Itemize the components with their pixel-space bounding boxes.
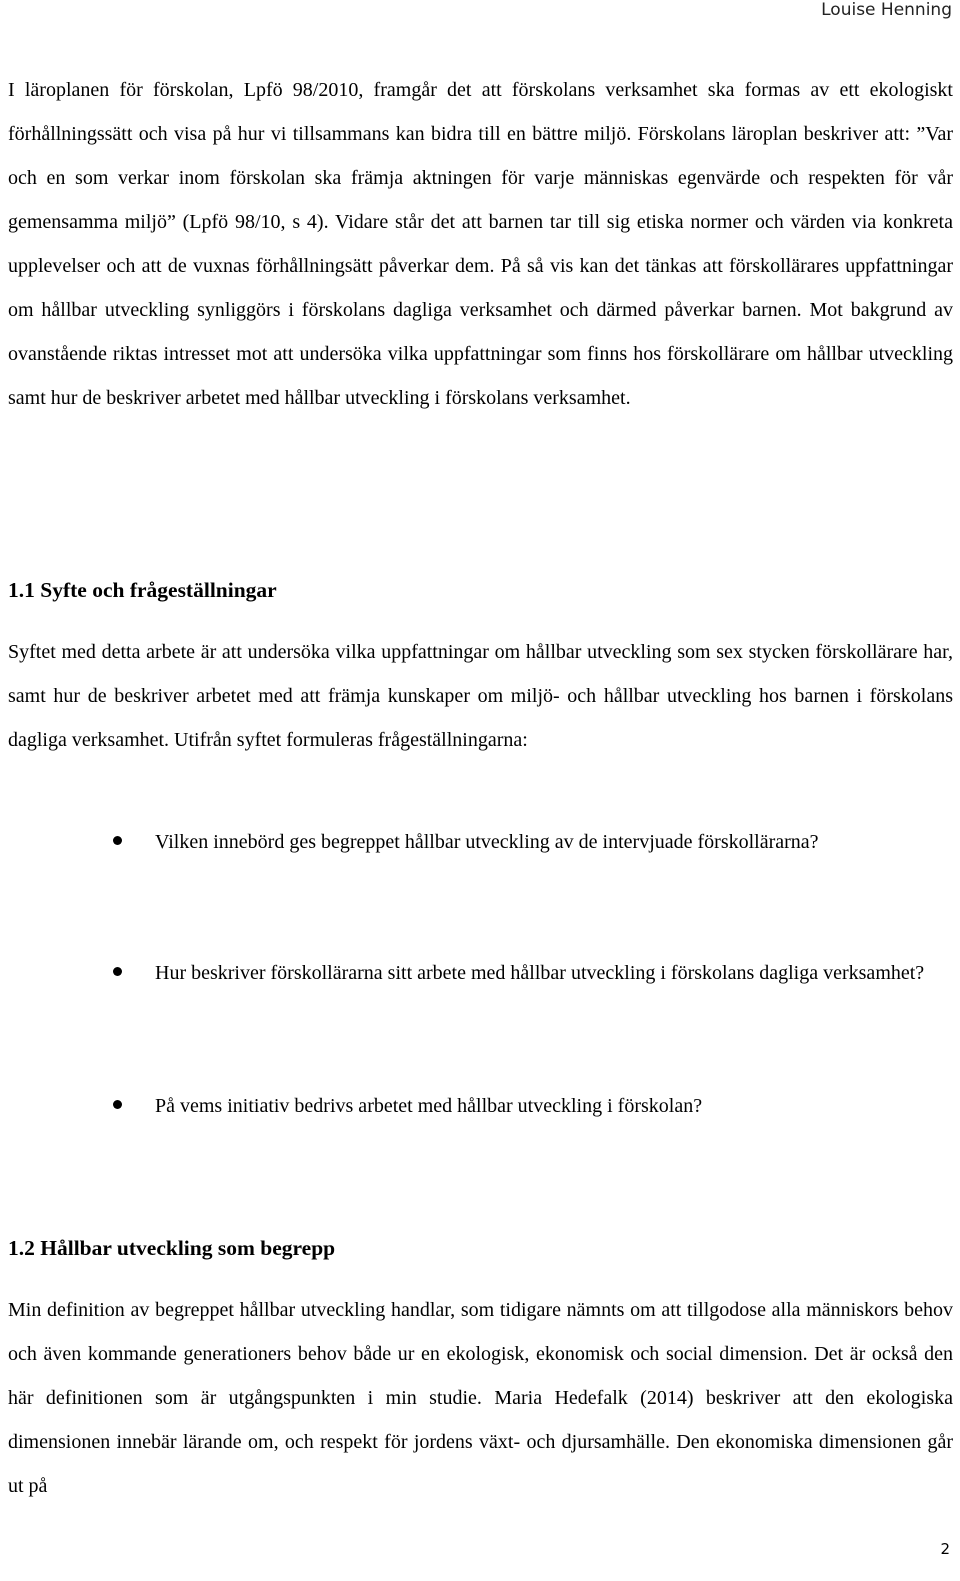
- section-1-2-paragraph: Min definition av begreppet hållbar utveckling handlar, som tidigare nämnts om att tillgodose alla människors behov och även kommande generationers behov både ur en ekologisk, ekonomisk och social dimension. Det är också den här definitionen som är utgångspunkten i min studie. Maria Hedefalk (2014) beskriver att den ekologiska dimensionen innebär lärande om, och respekt för jordens växt- och djursamhälle. Den ekonomiska dimensionen går ut på: [8, 1299, 953, 1497]
- page-number: 2: [940, 1540, 950, 1558]
- bullet-icon: [113, 1100, 122, 1109]
- section-1-2-paragraph-block: [8, 1288, 953, 1508]
- section-1-1-paragraph-block: [8, 630, 953, 762]
- question-text: Hur beskriver förskollärarna sitt arbete med hållbar utveckling i förskolans dagliga verksamhet?: [155, 962, 925, 984]
- question-text: På vems initiativ bedrivs arbetet med hållbar utveckling i förskolan?: [155, 1095, 703, 1117]
- bullet-icon: [113, 967, 122, 976]
- intro-paragraph: I läroplanen för förskolan, Lpfö 98/2010, framgår det att förskolans verksamhet ska formas av ett ekologiskt förhållningssätt och visa på hur vi tillsammans kan bidra till en bättre miljö. Förskolans läroplan beskriver att: ”Var och en som verkar inom förskolan ska främja aktningen för varje människas egenvärde och respekten för vår gemensamma miljö” (Lpfö 98/10, s 4). Vidare står det att barnen tar till sig etiska normer och värden via konkreta upplevelser och att de vuxnas förhållningsätt påverkar dem. På så vis kan det tänkas att förskollärares uppfattningar om hållbar utveckling synliggörs i förskolans dagliga verksamhet och därmed påverkar barnen. Mot bakgrund av ovanstående riktas intresset mot att undersöka vilka uppfattningar som finns hos förskollärare om hållbar utveckling samt hur de beskriver arbetet med hållbar utveckling i förskolans verksamhet.: [8, 79, 953, 409]
- section-heading-1-1: 1.1 Syfte och frågeställningar: [8, 578, 277, 602]
- bullet-icon: [113, 836, 122, 845]
- intro-paragraph-block: [8, 68, 953, 420]
- question-text: Vilken innebörd ges begreppet hållbar utveckling av de intervjuade förskollärarna?: [155, 831, 819, 853]
- section-heading-1-2: 1.2 Hållbar utveckling som begrepp: [8, 1236, 336, 1260]
- section-1-1-paragraph: Syftet med detta arbete är att undersöka vilka uppfattningar om hållbar utveckling som sex stycken förskollärare har, samt hur de beskriver arbetet med att främja kunskaper om miljö- och hållbar utveckling hos barnen i förskolans dagliga verksamhet. Utifrån syftet formuleras frågeställningarna:: [8, 641, 953, 751]
- header-author: Louise Henning: [821, 0, 952, 20]
